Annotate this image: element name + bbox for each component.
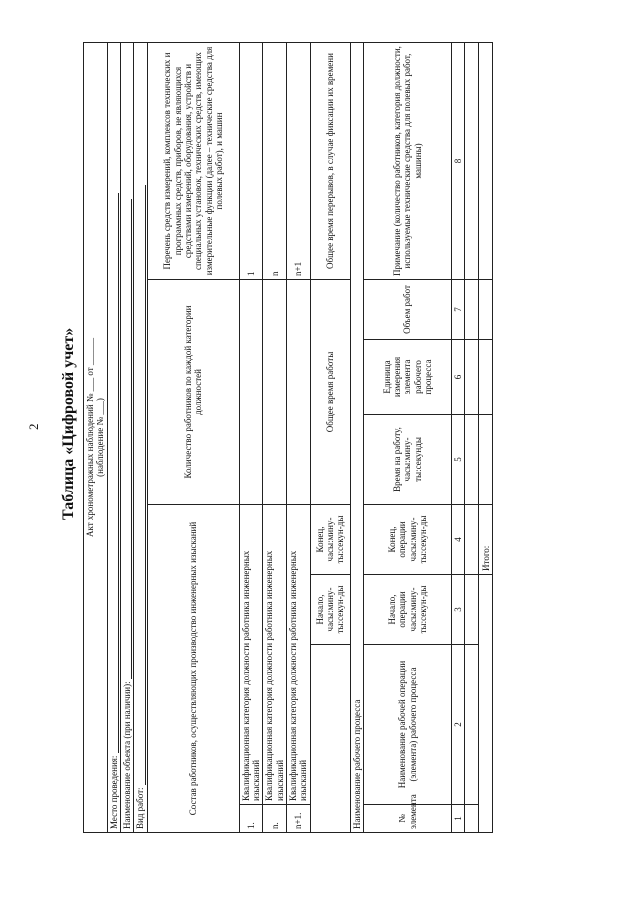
act-form <box>83 46 548 833</box>
equipment-row-num: n+1 <box>287 43 311 280</box>
total-cell[interactable] <box>479 415 493 505</box>
col-volume: Объем работ <box>364 280 452 340</box>
col-end: Конец, операции часы:мину-ты:секун-ды <box>364 505 452 575</box>
table-cell[interactable] <box>465 340 479 415</box>
total-cell[interactable] <box>479 340 493 415</box>
act-title-cell <box>84 43 108 833</box>
staff-row-num: n+1. <box>287 805 311 833</box>
staff-row-count[interactable] <box>263 280 287 505</box>
table-cell[interactable] <box>465 805 479 833</box>
staff-row-label: Квалификационная категория должности работника инженерных изысканий <box>263 505 287 805</box>
table-cell[interactable] <box>465 43 479 280</box>
col-start: Начало, операции часы:мину-ты:секун-ды <box>364 575 452 645</box>
place-label: Место проведения: <box>108 755 119 829</box>
start-time-label: Начало, часы:мину-ты:секун-ды <box>310 575 350 645</box>
staff-row-label: Квалификационная категория должности работника инженерных изысканий <box>239 505 263 805</box>
count-header: Количество работников по каждой категории должностей <box>147 280 239 505</box>
page-number: 2 <box>26 423 41 430</box>
col-unit: Единица измерения элемента рабочего процесса <box>364 340 452 415</box>
equipment-header: Перечень средств измерений, комплексов технических и программных средств, приборов, не являющихся средствами измерений, оборудования, устройств и специальных установок, технических средств, имеющих измерительные функции (далее – технические средства для полевых работ), и машин <box>147 43 239 280</box>
col-element-no: № элемента <box>364 805 452 833</box>
equipment-row-num: 1 <box>239 43 263 280</box>
composition-header: Состав работников, осуществляющих производство инженерных изысканий <box>147 505 239 833</box>
staff-row-num: n. <box>263 805 287 833</box>
table-cell[interactable] <box>465 280 479 340</box>
table-cell[interactable] <box>465 575 479 645</box>
col-number: 5 <box>452 415 465 505</box>
col-operation-name: Наименование рабочей операции (элемента) рабочего процесса <box>364 645 452 805</box>
total-cell[interactable] <box>479 280 493 340</box>
place-field[interactable] <box>110 193 119 753</box>
act-subtitle: (наблюдение № ___) <box>95 398 106 477</box>
col-work-time: Время на работу, часы:мину-ты:секунды <box>364 415 452 505</box>
works-label: Вид работ: <box>135 787 146 829</box>
time-blank <box>310 645 350 833</box>
object-field[interactable] <box>123 199 132 679</box>
total-time-label: Общее время работы <box>310 280 350 505</box>
col-number: 7 <box>452 280 465 340</box>
breaks-label: Общее время перерывов, в случае фиксации их времени <box>310 43 350 280</box>
col-number: 6 <box>452 340 465 415</box>
end-time-label: Конец, часы:мину-ты:секун-ды <box>310 505 350 575</box>
col-number: 4 <box>452 505 465 575</box>
staff-row-label: Квалификационная категория должности работника инженерных изысканий <box>287 505 311 805</box>
process-name-label: Наименование рабочего процесса <box>351 699 362 829</box>
col-note: Примечание (количество работников, категория должности, используемые технические средства для полевых работ, машины) <box>364 43 452 280</box>
object-label: Наименование объекта (при наличии): <box>122 681 133 829</box>
place-row <box>107 43 120 833</box>
col-number: 2 <box>452 645 465 805</box>
object-row <box>121 43 134 833</box>
col-number: 8 <box>452 43 465 280</box>
col-number: 3 <box>452 575 465 645</box>
works-row <box>134 43 147 833</box>
works-field[interactable] <box>137 185 146 785</box>
table-cell[interactable] <box>465 645 479 805</box>
staff-row-num: 1. <box>239 805 263 833</box>
col-number: 1 <box>452 805 465 833</box>
equipment-row-num: n <box>263 43 287 280</box>
document-title: Таблица «Цифровой учет» <box>60 327 77 520</box>
staff-row-count[interactable] <box>239 280 263 505</box>
table-cell[interactable] <box>465 415 479 505</box>
act-title: Акт хронометражных наблюдений № ___ от ______ <box>85 338 95 537</box>
staff-row-count[interactable] <box>287 280 311 505</box>
table-cell[interactable] <box>465 505 479 575</box>
process-name-row <box>350 43 363 833</box>
act-table <box>83 42 493 833</box>
total-label: Итого: <box>479 505 493 575</box>
total-cell[interactable] <box>479 43 493 280</box>
total-blank <box>479 575 493 833</box>
